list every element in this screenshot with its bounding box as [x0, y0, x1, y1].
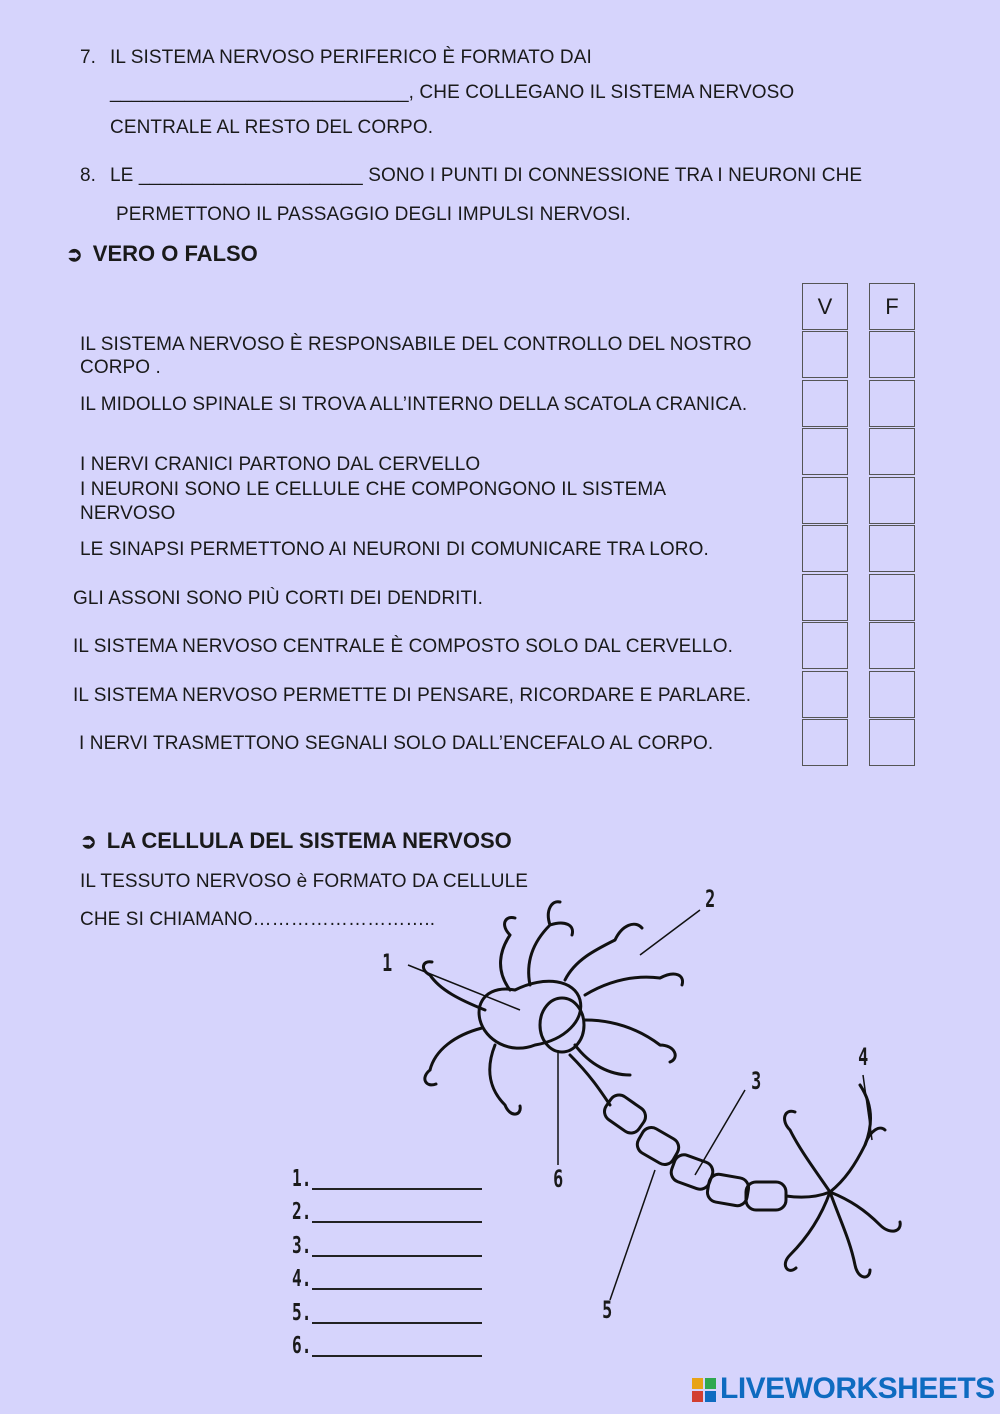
- diagram-label-3: 3: [751, 1067, 762, 1095]
- statement-4-line1: I NEURONI SONO LE CELLULE CHE COMPONGONO IL SISTEMA: [80, 479, 667, 500]
- statement-7: IL SISTEMA NERVOSO CENTRALE È COMPOSTO SOLO DAL CERVELLO.: [73, 636, 733, 657]
- liveworksheets-logo-icon: [692, 1378, 716, 1402]
- answer-number-2: 2.: [292, 1199, 312, 1225]
- diagram-label-6: 6: [553, 1165, 564, 1193]
- checkbox-f-3[interactable]: [869, 428, 915, 475]
- diagram-label-5: 5: [602, 1296, 613, 1324]
- answer-number-1: 1.: [292, 1166, 312, 1192]
- cellula-heading: [80, 828, 512, 854]
- statement-6: GLI ASSONI SONO PIÙ CORTI DEI DENDRITI.: [73, 588, 484, 609]
- column-header-v: V: [802, 283, 848, 330]
- vero-falso-title: VERO O FALSO: [92, 241, 258, 266]
- arrow-icon: ➲: [66, 244, 83, 266]
- question-8-line1: LE _____________________ SONO I PUNTI DI CONNESSIONE TRA I NEURONI CHE: [110, 165, 863, 186]
- diagram-label-4: 4: [858, 1043, 869, 1071]
- cellula-text-line2: CHE SI CHIAMANO………………………..: [80, 909, 436, 930]
- statement-4-line2: NERVOSO: [80, 503, 176, 524]
- checkbox-f-7[interactable]: [869, 622, 915, 669]
- checkbox-v-8[interactable]: [802, 671, 848, 718]
- answer-number-3: 3.: [292, 1233, 312, 1259]
- statement-8: IL SISTEMA NERVOSO PERMETTE DI PENSARE, RICORDARE E PARLARE.: [73, 685, 752, 706]
- answer-line-3[interactable]: [292, 1233, 482, 1263]
- answer-number-4: 4.: [292, 1266, 312, 1292]
- checkbox-f-4[interactable]: [869, 477, 915, 524]
- statement-2: IL MIDOLLO SPINALE SI TROVA ALL’INTERNO DELLA SCATOLA CRANICA.: [80, 394, 748, 415]
- checkbox-v-7[interactable]: [802, 622, 848, 669]
- answer-number-6: 6.: [292, 1333, 312, 1359]
- checkbox-f-9[interactable]: [869, 719, 915, 766]
- checkbox-v-4[interactable]: [802, 477, 848, 524]
- checkbox-f-6[interactable]: [869, 574, 915, 621]
- answer-line-2[interactable]: [292, 1199, 482, 1229]
- question-8-line2: PERMETTONO IL PASSAGGIO DEGLI IMPULSI NERVOSI.: [116, 204, 631, 225]
- vero-falso-heading: [66, 241, 258, 267]
- answer-line-5[interactable]: [292, 1300, 482, 1330]
- statement-5: LE SINAPSI PERMETTONO AI NEURONI DI COMUNICARE TRA LORO.: [80, 539, 709, 560]
- statement-3: I NERVI CRANICI PARTONO DAL CERVELLO: [80, 454, 481, 475]
- question-7-number: 7.: [80, 47, 97, 68]
- checkbox-f-2[interactable]: [869, 380, 915, 427]
- arrow-icon: ➲: [80, 831, 97, 853]
- question-8-number: 8.: [80, 165, 97, 186]
- question-7-line3: CENTRALE AL RESTO DEL CORPO.: [110, 117, 434, 138]
- question-7-line2: ____________________________, CHE COLLEGANO IL SISTEMA NERVOSO: [110, 82, 795, 103]
- checkbox-v-1[interactable]: [802, 331, 848, 378]
- cellula-title: LA CELLULA DEL SISTEMA NERVOSO: [106, 828, 512, 853]
- statement-1-line2: CORPO .: [80, 357, 161, 378]
- answer-line-6[interactable]: [292, 1333, 482, 1363]
- answer-number-5: 5.: [292, 1300, 312, 1326]
- checkbox-v-3[interactable]: [802, 428, 848, 475]
- checkbox-f-5[interactable]: [869, 525, 915, 572]
- checkbox-v-6[interactable]: [802, 574, 848, 621]
- column-header-f: F: [869, 283, 915, 330]
- checkbox-v-5[interactable]: [802, 525, 848, 572]
- diagram-label-1: 1: [382, 949, 393, 977]
- liveworksheets-logo: LIVEWORKSHEETS: [720, 1372, 995, 1405]
- statement-9: I NERVI TRASMETTONO SEGNALI SOLO DALL’ENCEFALO AL CORPO.: [79, 733, 714, 754]
- checkbox-v-2[interactable]: [802, 380, 848, 427]
- answer-line-1[interactable]: [292, 1166, 482, 1196]
- checkbox-f-8[interactable]: [869, 671, 915, 718]
- answer-line-4[interactable]: [292, 1266, 482, 1296]
- diagram-label-2: 2: [705, 885, 716, 913]
- statement-1-line1: IL SISTEMA NERVOSO È RESPONSABILE DEL CONTROLLO DEL NOSTRO: [80, 334, 752, 355]
- checkbox-v-9[interactable]: [802, 719, 848, 766]
- checkbox-f-1[interactable]: [869, 331, 915, 378]
- question-7-line1: IL SISTEMA NERVOSO PERIFERICO È FORMATO DAI: [110, 47, 592, 68]
- cellula-text-line1: IL TESSUTO NERVOSO è FORMATO DA CELLULE: [80, 871, 529, 892]
